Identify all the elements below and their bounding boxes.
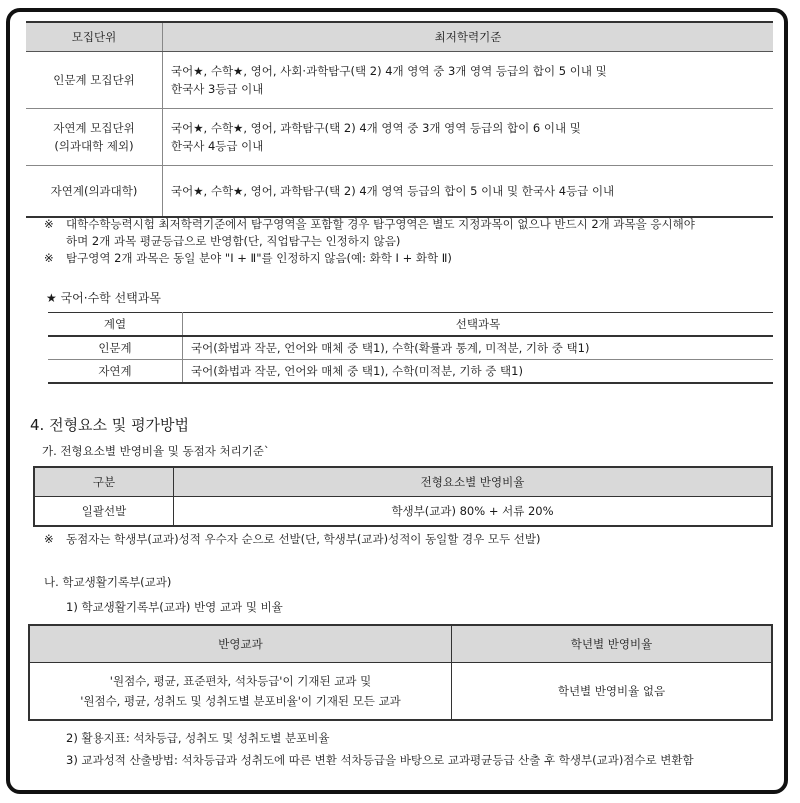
ratio-table xyxy=(33,466,773,527)
table-row xyxy=(26,166,773,218)
criteria-cell: 국어★, 수학★, 영어, 과학탐구(택 2) 4개 영역 중 3개 영역 등급의 합이 6 이내 및 한국사 4등급 이내 xyxy=(163,109,774,166)
header-unit: 모집단위 xyxy=(26,22,163,52)
table-row: 일괄선발 학생부(교과) 80% + 서류 20% xyxy=(34,497,772,527)
header-track: 계열 xyxy=(48,313,183,337)
table-row: 자연계 국어(화법과 작문, 언어와 매체 중 택1), 수학(미적분, 기하 중 택1) xyxy=(48,360,773,384)
item-3: 3) 교과성적 산출방법: 석차등급과 성취도에 따른 변환 석차등급을 바탕으로 교과평균등급 산출 후 학생부(교과)점수로 변환함 xyxy=(66,753,694,767)
unit-cell: 인문계 모집단위 xyxy=(26,52,163,109)
reflected-subjects-table xyxy=(28,624,773,721)
table-row: 인문계 국어(화법과 작문, 언어와 매체 중 택1), 수학(확률과 통계, 미적분, 기하 중 택1) xyxy=(48,336,773,360)
header-reflected: 반영교과 xyxy=(29,625,452,663)
elective-subjects-table xyxy=(48,312,773,384)
note-same-field: ※ 탐구영역 2개 과목은 동일 분야 "Ⅰ + Ⅱ"를 인정하지 않음(예: 화학 Ⅰ + 화학 Ⅱ) xyxy=(44,251,452,265)
item-2: 2) 활용지표: 석차등급, 성취도 및 성취도별 분포비율 xyxy=(66,731,330,745)
table-row xyxy=(26,109,773,166)
note-tiebreak: ※ 동점자는 학생부(교과)성적 우수자 순으로 선발(단, 학생부(교과)성적이 동일할 경우 모두 선발) xyxy=(44,532,541,546)
section-heading: 4. 전형요소 및 평가방법 xyxy=(30,416,190,434)
subsection-ga: 가. 전형요소별 반영비율 및 동점자 처리기준` xyxy=(42,444,270,458)
elective-subjects-title: ★ 국어·수학 선택과목 xyxy=(46,291,161,305)
criteria-cell: 국어★, 수학★, 영어, 과학탐구(택 2) 4개 영역 등급의 합이 5 이내 및 한국사 4등급 이내 xyxy=(163,166,774,218)
item-1: 1) 학교생활기록부(교과) 반영 교과 및 비율 xyxy=(66,600,283,614)
table-row xyxy=(29,663,772,721)
header-criteria: 최저학력기준 xyxy=(163,22,774,52)
header-subjects: 선택과목 xyxy=(183,313,774,337)
ratio-cell: 학년별 반영비율 없음 xyxy=(557,684,666,698)
table-row xyxy=(26,52,773,109)
minimum-score-table xyxy=(26,21,773,218)
header-category: 구분 xyxy=(34,467,174,497)
note-inquiry-area: ※ 대학수학능력시험 최저학력기준에서 탐구영역을 포함할 경우 탐구영역은 별도 지정과목이 없으나 반드시 2개 과목을 응시해야 하며 2개 과목 평균등급으로 반영함(단, 직업탐구는 인정하지 않음) xyxy=(44,217,695,248)
subsection-na: 나. 학교생활기록부(교과) xyxy=(44,575,172,589)
header-grade-ratio: 학년별 반영비율 xyxy=(452,625,773,663)
reflected-cell: '원점수, 평균, 표준편차, 석차등급'이 기재된 교과 및 '원점수, 평균, 성취도 및 성취도별 분포비율'이 기재된 모든 교과 xyxy=(29,663,452,721)
header-ratio: 전형요소별 반영비율 xyxy=(174,467,773,497)
criteria-cell: 국어★, 수학★, 영어, 사회·과학탐구(택 2) 4개 영역 중 3개 영역 등급의 합이 5 이내 및 한국사 3등급 이내 xyxy=(163,52,774,109)
unit-cell: 자연계 모집단위 (의과대학 제외) xyxy=(26,109,163,166)
unit-cell: 자연계(의과대학) xyxy=(26,166,163,218)
